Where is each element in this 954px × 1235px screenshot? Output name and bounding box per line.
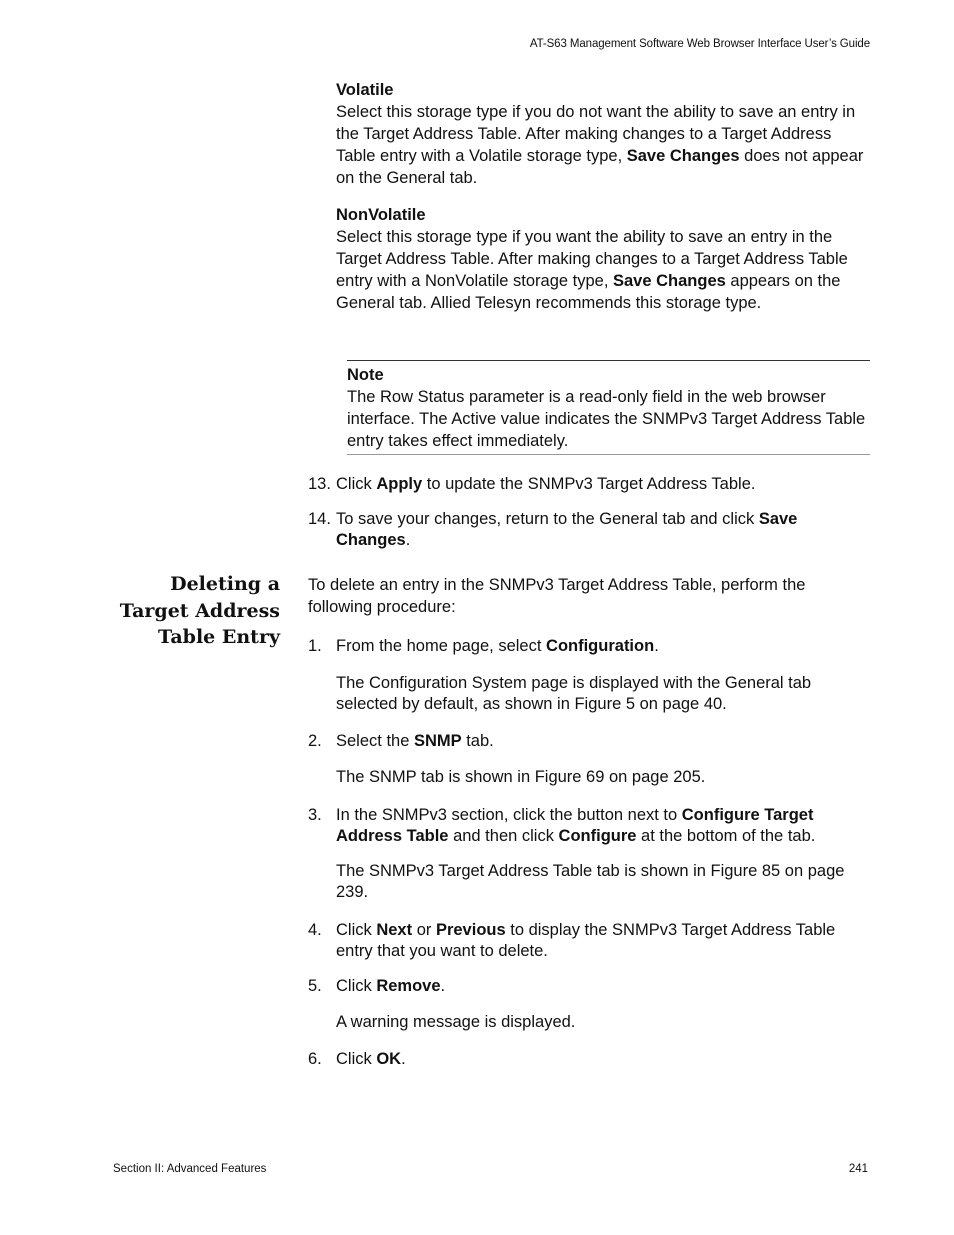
term-volatile: Volatile <box>336 81 394 99</box>
step-2 <box>308 731 873 752</box>
step-5-result: A warning message is displayed. <box>336 1013 576 1031</box>
step-text: Click Apply to update the SNMPv3 Target Address Table. <box>336 475 756 493</box>
note-title: Note <box>347 366 384 384</box>
step-5 <box>308 976 873 997</box>
step-4 <box>308 920 873 962</box>
step-text: Click OK. <box>336 1050 406 1068</box>
step-text: Click Next or Previous to display the SNMPv3 Target Address Table entry that you want to delete. <box>336 921 836 960</box>
note-box <box>347 360 870 455</box>
step-3-result: The SNMPv3 Target Address Table tab is shown in Figure 85 on page 239. <box>336 862 845 901</box>
step-14 <box>308 509 873 551</box>
step-number: 4. <box>308 921 322 939</box>
definition-volatile <box>336 79 871 189</box>
step-2-result: The SNMP tab is shown in Figure 69 on page 205. <box>336 768 706 786</box>
step-number: 6. <box>308 1050 322 1068</box>
running-header: AT-S63 Management Software Web Browser Interface User’s Guide <box>529 38 870 50</box>
page-number: 241 <box>848 1163 868 1175</box>
definition-nonvolatile-text: Select this storage type if you want the ability to save an entry in the Target Address Table. After making changes to a Target Address Table entry with a NonVolatile storage type, Save Changes appears on the General tab. Allied Telesyn recommends this storage type. <box>336 228 848 312</box>
step-1 <box>308 636 873 657</box>
step-number: 14. <box>308 510 331 528</box>
step-13 <box>308 474 873 495</box>
section-heading: Deleting a Target Address Table Entry <box>119 573 280 648</box>
definition-volatile-text: Select this storage type if you do not want the ability to save an entry in the Target Address Table. After making changes to a Target Address Table entry with a Volatile storage type, Save Changes does not appear on the General tab. <box>336 103 864 187</box>
step-6 <box>308 1049 873 1070</box>
step-number: 3. <box>308 806 322 824</box>
step-text: In the SNMPv3 section, click the button next to Configure Target Address Table and then click Configure at the bottom of the tab. <box>336 806 816 845</box>
step-number: 1. <box>308 637 322 655</box>
step-number: 2. <box>308 732 322 750</box>
step-text: To save your changes, return to the General tab and click Save Changes. <box>336 510 798 549</box>
step-number: 5. <box>308 977 322 995</box>
step-3 <box>308 805 873 847</box>
note-text: The Row Status parameter is a read-only field in the web browser interface. The Active value indicates the SNMPv3 Target Address Table entry takes effect immediately. <box>347 388 866 450</box>
definition-nonvolatile <box>336 204 871 314</box>
step-text: Click Remove. <box>336 977 446 995</box>
term-nonvolatile: NonVolatile <box>336 206 426 224</box>
step-text: From the home page, select Configuration. <box>336 637 659 655</box>
step-number: 13. <box>308 475 331 493</box>
step-text: Select the SNMP tab. <box>336 732 494 750</box>
step-1-result: The Configuration System page is displayed with the General tab selected by default, as shown in Figure 5 on page 40. <box>336 674 812 713</box>
section-intro: To delete an entry in the SNMPv3 Target Address Table, perform the following procedure: <box>308 576 806 616</box>
footer-section: Section II: Advanced Features <box>113 1163 267 1175</box>
